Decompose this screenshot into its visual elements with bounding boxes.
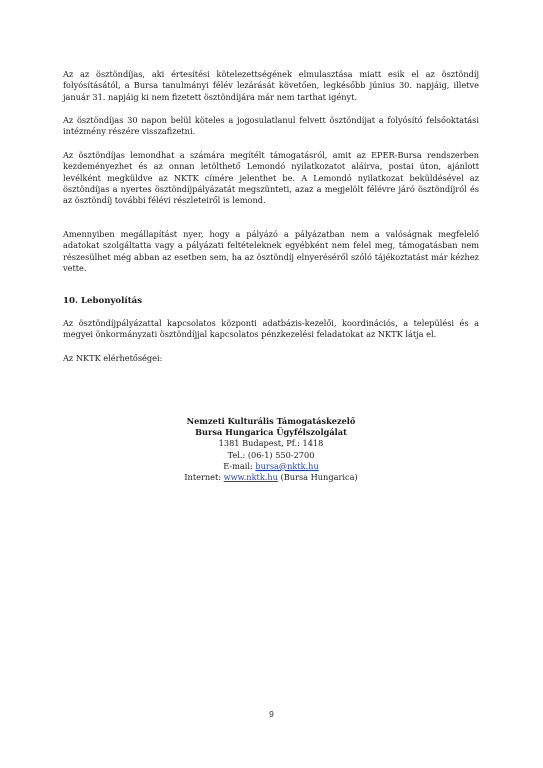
contact-email-label: E-mail: <box>223 460 256 471</box>
paragraph-administration: Az ösztöndíjpályázattal kapcsolatos központi adatbázis-kezelői, koordinációs, a települési és a megyei önkormányzati ösztöndíjjal kapcsolatos pénzkezelési feladatokat az NKTK látja el. <box>63 318 479 340</box>
contact-internet-label: Internet: <box>184 472 224 483</box>
contact-org-name: Nemzeti Kulturális Támogatáskezelő <box>186 416 356 426</box>
contact-internet-line <box>63 472 479 483</box>
email-link[interactable]: bursa@nktk.hu <box>255 460 319 471</box>
contact-address: 1381 Budapest, Pf.: 1418 <box>218 438 324 449</box>
paragraph-repayment: Az ösztöndíjas 30 napon belül köteles a jogosulatlanul felvett ösztöndíjat a folyósító felsőoktatási intézmény részére visszafizetni. <box>63 115 479 137</box>
paragraph-forfeit-claim: Az az ösztöndíjas, aki értesítési kötelezettségének elmulasztása miatt esik el az ösztöndíj folyósításától, a Bursa tanulmányi félév lezárását követően, legkésőbb június 30. napjáig, illetve január 31. napjáig ki nem fizetett ösztöndíjára már nem tarthat igényt. <box>63 69 479 102</box>
contact-service-name: Bursa Hungarica Ügyfélszolgálat <box>195 427 347 438</box>
contact-block <box>63 416 479 483</box>
contact-email-line <box>63 461 479 472</box>
page-number: 9 <box>269 709 274 719</box>
paragraph-resignation: Az ösztöndíjas lemondhat a számára megítélt támogatásról, amit az EPER-Bursa rendszerben kezdeményezhet és az onnan letölthető Lemondó nyilatkozatot aláírva, postai úton, ajánlott levélként megküldve az NKTK címére jelenthet be. A Lemondó nyilatkozat beküldésével az ösztöndíjas a nyertes ösztöndíjpályázatát megszünteti, azaz a megjelölt félévre járó ösztöndíjról és az ösztöndíj további félévi részleteiről is lemond. <box>63 150 479 206</box>
contact-phone: Tel.: (06-1) 550-2700 <box>227 449 315 460</box>
section-heading: 10. Lebonyolítás <box>63 296 143 306</box>
paragraph-contacts-intro: Az NKTK elérhetőségei: <box>63 353 163 363</box>
contact-internet-note: (Bursa Hungarica) <box>277 472 358 483</box>
paragraph-false-data: Amennyiben megállapítást nyer, hogy a pályázó a pályázatban nem a valóságnak megfelelő adatokat szolgáltatta vagy a pályázati feltételeknek egyébként nem felel meg, támogatásban nem részesülhet még abban az esetben sem, ha az ösztöndíj elnyeréséről szóló tájékoztatást már kézhez vette. <box>63 229 479 273</box>
website-link[interactable]: www.nktk.hu <box>223 472 278 483</box>
